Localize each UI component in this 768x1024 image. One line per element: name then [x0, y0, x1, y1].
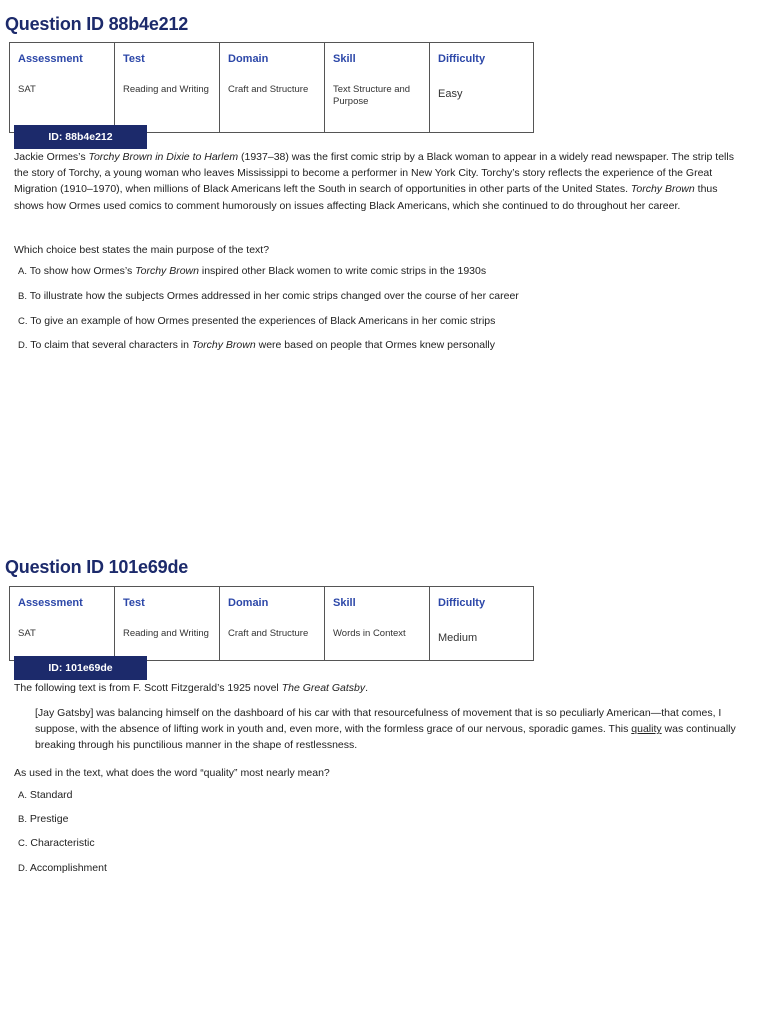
header-skill: Skill [325, 587, 430, 619]
block-text: was continually breaking through his punctilious manner in the shape of restlessness. [35, 723, 736, 752]
choice-text: Standard [29, 789, 73, 801]
answer-choice-b[interactable] [18, 813, 68, 825]
header-test: Test [115, 43, 220, 75]
underlined-word: quality [631, 723, 662, 736]
choice-letter: B. [18, 814, 27, 825]
header-difficulty: Difficulty [430, 43, 534, 75]
header-difficulty: Difficulty [430, 587, 534, 619]
value-domain: Craft and Structure [220, 618, 325, 661]
choice-italic: Torchy Brown [191, 339, 256, 351]
value-test: Reading and Writing [115, 74, 220, 133]
choice-text: To show how Ormes’s [29, 265, 136, 277]
header-domain: Domain [220, 587, 325, 619]
header-test: Test [115, 587, 220, 619]
choice-text: Characteristic [30, 837, 95, 849]
choice-text: inspired other Black women to write comic strips in the 1930s [198, 265, 487, 277]
passage-text: thus shows how Ormes used comics to comment humorously on issues affecting Black Americans, which she continued to do throughout her career. [14, 183, 718, 212]
passage-text: Jackie Ormes’s [14, 151, 89, 163]
answer-choice-d[interactable] [18, 339, 495, 351]
choice-text: To give an example of how Ormes presented the experiences of Black Americans in her comic strips [30, 315, 496, 327]
header-assessment: Assessment [10, 43, 115, 75]
header-assessment: Assessment [10, 587, 115, 619]
answer-choice-c[interactable] [18, 837, 95, 849]
choice-text: To illustrate how the subjects Ormes addressed in her comic strips changed over the course of her career [29, 290, 519, 302]
choice-letter: D. [18, 340, 28, 351]
question-title: Question ID 101e69de [5, 557, 189, 577]
value-skill: Words in Context [325, 618, 430, 661]
choice-text: Accomplishment [29, 862, 107, 874]
choice-letter: D. [18, 863, 28, 874]
value-assessment: SAT [10, 74, 115, 133]
choice-text: Prestige [29, 813, 69, 825]
passage-block-quote [35, 705, 753, 754]
answer-choice-a[interactable] [18, 265, 486, 277]
passage-italic-title: Torchy Brown [630, 183, 695, 196]
choice-letter: B. [18, 291, 27, 302]
question-id-badge: ID: 88b4e212 [14, 125, 147, 149]
question-prompt: As used in the text, what does the word “quality” most nearly mean? [14, 767, 330, 779]
question-meta-table [9, 586, 534, 661]
answer-choice-c[interactable] [18, 315, 495, 327]
question-passage [14, 149, 740, 214]
value-domain: Craft and Structure [220, 74, 325, 133]
header-domain: Domain [220, 43, 325, 75]
intro-text: . [365, 682, 369, 694]
question-meta-table [9, 42, 534, 133]
header-skill: Skill [325, 43, 430, 75]
question-prompt: Which choice best states the main purpose of the text? [14, 244, 270, 256]
block-text: [Jay Gatsby] was balancing himself on the dashboard of his car with that resourcefulness of movement that is so peculiarly American—that comes, I suppose, with the absence of lifting work in youth and, even more, with the formless grace of our nervous, sporadic games. This [35, 707, 722, 736]
question-id-badge: ID: 101e69de [14, 656, 147, 680]
choice-letter: C. [18, 838, 28, 849]
question-title: Question ID 88b4e212 [5, 14, 189, 34]
value-test: Reading and Writing [115, 618, 220, 661]
value-assessment: SAT [10, 618, 115, 661]
choice-letter: A. [18, 790, 27, 801]
value-difficulty: Easy [430, 74, 534, 133]
choice-letter: A. [18, 266, 27, 277]
answer-choice-b[interactable] [18, 290, 519, 302]
passage-italic-title: Torchy Brown in Dixie to Harlem [88, 151, 239, 163]
answer-choice-d[interactable] [18, 862, 107, 874]
choice-text: To claim that several characters in [30, 339, 192, 351]
answer-choice-a[interactable] [18, 789, 73, 801]
intro-italic-title: The Great Gatsby [281, 682, 366, 694]
choice-text: were based on people that Ormes knew personally [255, 339, 496, 351]
value-skill: Text Structure and Purpose [325, 74, 430, 133]
passage-intro [14, 680, 740, 696]
choice-letter: C. [18, 316, 28, 327]
intro-text: The following text is from F. Scott Fitzgerald’s 1925 novel [14, 682, 282, 694]
value-difficulty: Medium [430, 618, 534, 661]
choice-italic: Torchy Brown [135, 265, 199, 277]
passage-text: (1937–38) was the first comic strip by a Black woman to appear in a widely read newspaper. The strip tells the story of Torchy, a young woman who leaves Mississippi to become a performer in New York City. Torchy’s story reflects the experience of the Great Migration (1910–1970), when millions of Black Americans left the South in search of opportunities in other parts of the United States. [14, 151, 734, 196]
